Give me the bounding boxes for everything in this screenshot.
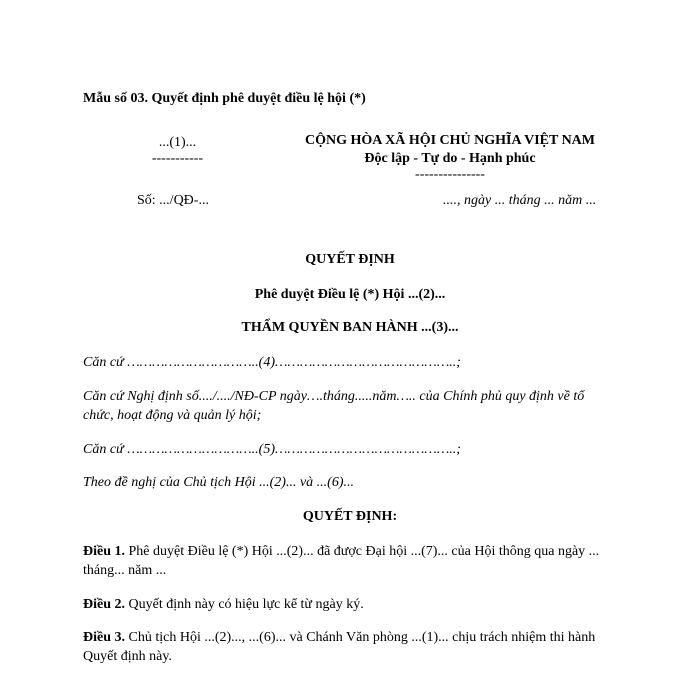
date-line: ...., ngày ... tháng ... năm ... (443, 193, 597, 208)
article-3 (83, 628, 618, 666)
legal-basis-1: Căn cứ …………………………..(4)……………………………………..; (83, 355, 461, 370)
motto: Độc lập - Tự do - Hạnh phúc (364, 151, 536, 166)
decision-heading: QUYẾT ĐỊNH: (302, 509, 398, 524)
article-2-text: Quyết định này có hiệu lực kể từ ngày ký. (125, 597, 364, 612)
article-3-text: Chủ tịch Hội ...(2)..., ...(6)... và Chánh Văn phòng ...(1)... chịu trách nhiệm thi hành Quyết định này. (83, 630, 596, 664)
article-1-label: Điều 1. (83, 544, 125, 559)
article-2 (83, 595, 618, 614)
article-3-label: Điều 3. (83, 630, 125, 645)
legal-basis-2: Căn cứ Nghị định số..../..../NĐ-CP ngày….tháng.....năm….. của Chính phủ quy định về tổ chức, hoạt động và quản lý hội; (83, 389, 585, 423)
org-underline: ----------- (151, 151, 204, 166)
decision-title: QUYẾT ĐỊNH (305, 252, 395, 267)
form-title: Mẫu số 03. Quyết định phê duyệt điều lệ hội (*) (83, 91, 366, 106)
decision-subtitle: Phê duyệt Điều lệ (*) Hội ...(2)... (254, 287, 446, 302)
proposal-line: Theo đề nghị của Chủ tịch Hội ...(2)... và ...(6)... (83, 475, 355, 490)
country-name: CỘNG HÒA XÃ HỘI CHỦ NGHĨA VIỆT NAM (304, 133, 595, 148)
article-1-text: Phê duyệt Điều lệ (*) Hội ...(2)... đã được Đại hội ...(7)... của Hội thông qua ngày ... tháng... năm ... (83, 544, 600, 578)
article-1 (83, 542, 618, 580)
issuing-authority: THẨM QUYỀN BAN HÀNH ...(3)... (241, 320, 459, 335)
motto-underline: --------------- (415, 167, 485, 182)
article-2-label: Điều 2. (83, 597, 125, 612)
legal-basis-3: Căn cứ …………………………..(5)……………………………………..; (83, 442, 461, 457)
org-code: ...(1)... (158, 135, 197, 150)
document-number: Số: .../QĐ-... (137, 193, 209, 208)
